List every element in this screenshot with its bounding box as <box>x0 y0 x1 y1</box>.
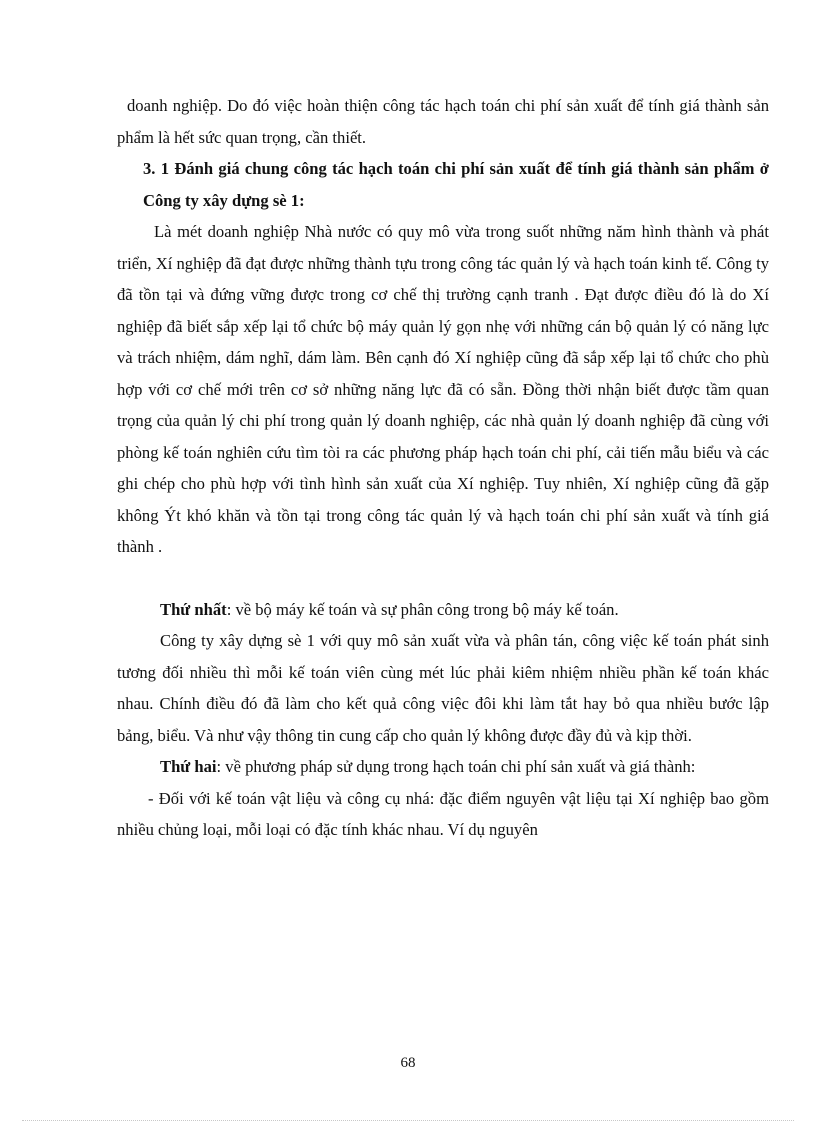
point-second-label: Thứ hai <box>160 757 217 776</box>
intro-paragraph: doanh nghiệp. Do đó việc hoàn thiện công tác hạch toán chi phí sản xuất để tính giá thành sản phẩm là hết sức quan trọng, cần thiết. <box>117 96 769 147</box>
section-heading: 3. 1 Đánh giá chung công tác hạch toán chi phí sản xuất để tính giá thành sản phẩm ở Công ty xây dựng sè 1: <box>143 159 769 210</box>
paragraph-overview: Là mét doanh nghiệp Nhà nước có quy mô vừa trong suốt những năm hình thành và phát triển, Xí nghiệp đã đạt được những thành tựu trong công tác quản lý và hạch toán kinh tế. Công ty đã tồn tại và đứng vững được trong cơ chế thị trường cạnh tranh . Đạt được điều đó là do Xí nghiệp đã biết sắp xếp lại tổ chức bộ máy quản lý gọn nhẹ với những cán bộ quản lý có năng lực và trách nhiệm, dám nghĩ, dám làm. Bên cạnh đó Xí nghiệp cũng đã sắp xếp lại tổ chức cho phù hợp với cơ chế mới trên cơ sở những năng lực đã có sẵn. Đồng thời nhận biết được tầm quan trọng của quản lý chi phí trong quản lý doanh nghiệp, các nhà quản lý doanh nghiệp đã cùng với phòng kế toán nghiên cứu tìm tòi ra các phương pháp hạch toán chi phí, cải tiến mẫu biểu và các ghi chép cho phù hợp với tình hình sản xuất của Xí nghiệp. Tuy nhiên, Xí nghiệp cũng đã gặp không Ýt khó khăn và tồn tại trong công tác quản lý và hạch toán chi phí sản xuất và tính giá thành . <box>117 222 769 556</box>
point-first <box>117 594 769 626</box>
page-number: 68 <box>400 1055 416 1071</box>
point-first-label: Thứ nhất <box>160 599 227 619</box>
point-first-text: : về bộ máy kế toán và sự phân công trong bộ máy kế toán. <box>226 599 619 619</box>
point-second <box>117 751 769 783</box>
footer-divider <box>22 1120 794 1121</box>
blank-line <box>117 563 769 594</box>
point-second-text: : về phương pháp sử dụng trong hạch toán chi phí sản xuất và giá thành: <box>216 757 696 776</box>
paragraph-accounting-staff: Công ty xây dựng sè 1 với quy mô sản xuất vừa và phân tán, công việc kế toán phát sinh tương đối nhiều thì mỗi kế toán viên cùng mét lúc phải kiêm nhiệm nhiều phần kế toán khác nhau. Chính điều đó đã làm cho kết quả công việc đôi khi làm tắt hay bỏ qua nhiều bước lập bảng, biểu. Và như vậy thông tin cung cấp cho quản lý không được đầy đủ và kịp thời. <box>117 631 769 745</box>
page-body <box>117 90 769 846</box>
paragraph-materials: - Đối với kế toán vật liệu và công cụ nhá: đặc điểm nguyên vật liệu tại Xí nghiệp bao gồm nhiều chủng loại, mỗi loại có đặc tính khác nhau. Ví dụ nguyên <box>117 788 769 839</box>
